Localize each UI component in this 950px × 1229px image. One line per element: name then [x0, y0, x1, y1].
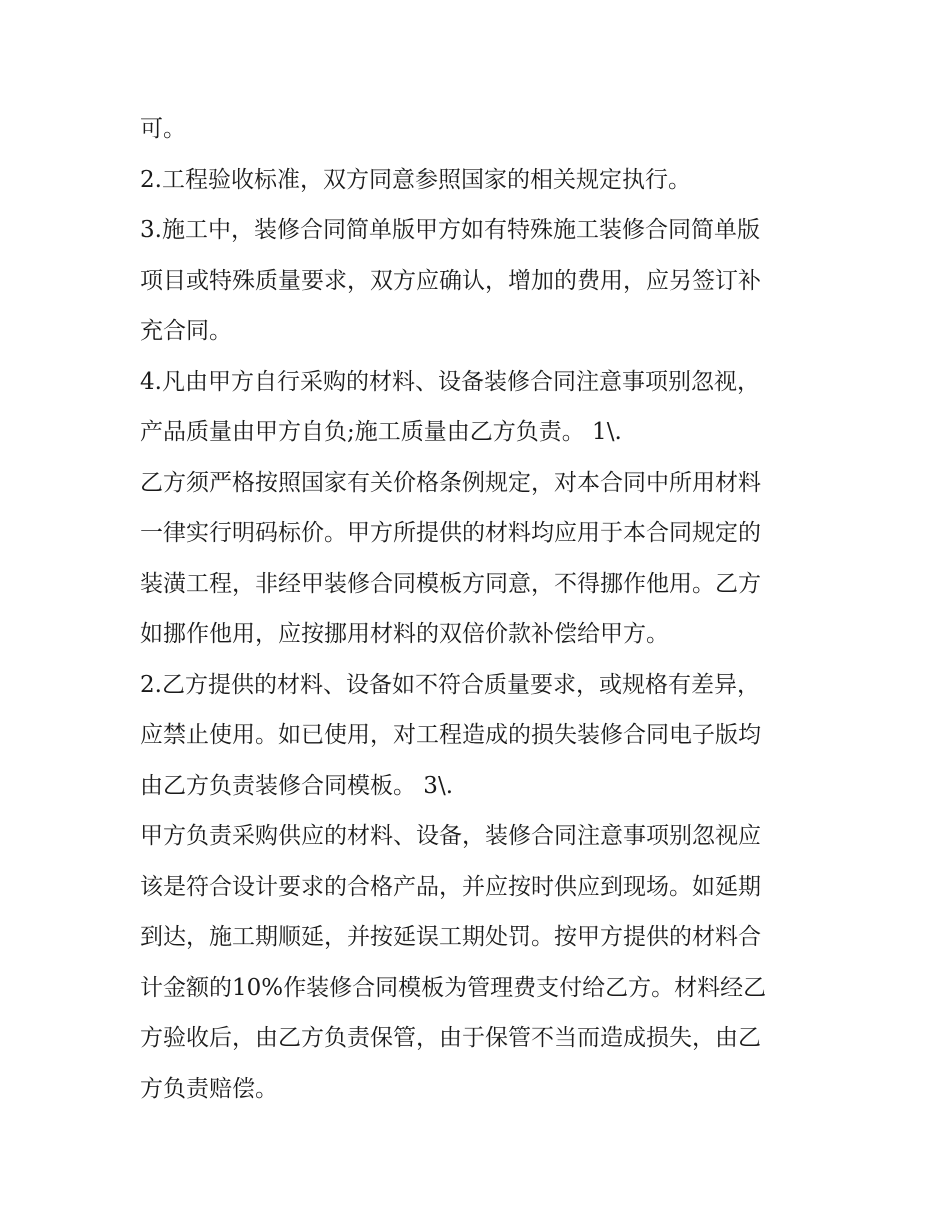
text-line: 装潢工程，非经甲装修合同模板方同意，不得挪作他用。乙方	[140, 570, 761, 597]
text-line: 由乙方负责装修合同模板。 3\.	[140, 772, 454, 799]
text-line: 充合同。	[140, 318, 232, 344]
text-line: 2.乙方提供的材料、设备如不符合质量要求，或规格有差异，	[140, 671, 760, 698]
text-line: 3.施工中，装修合同简单版甲方如有特殊施工装修合同简单版	[140, 217, 760, 243]
document-body	[140, 104, 820, 1114]
text-line: 可。	[140, 116, 186, 142]
text-line: 方负责赔偿。	[140, 1075, 278, 1102]
text-line: 计金额的10%作装修合同模板为管理费支付给乙方。材料经乙	[140, 974, 767, 1001]
text-line: 乙方须严格按照国家有关价格条例规定，对本合同中所用材料	[140, 469, 761, 496]
text-line: 该是符合设计要求的合格产品，并应按时供应到现场。如延期	[140, 873, 761, 900]
text-line: 2.工程验收标准，双方同意参照国家的相关规定执行。	[140, 166, 691, 193]
text-line: 一律实行明码标价。甲方所提供的材料均应用于本合同规定的	[140, 520, 761, 546]
text-line: 到达，施工期顺延，并按延误工期处罚。按甲方提供的材料合	[140, 924, 761, 950]
text-line: 应禁止使用。如已使用，对工程造成的损失装修合同电子版均	[140, 722, 761, 748]
text-line: 项目或特殊质量要求，双方应确认，增加的费用，应另签订补	[140, 267, 761, 294]
text-line: 甲方负责采购供应的材料、设备，装修合同注意事项别忽视应	[140, 823, 761, 849]
text-line: 产品质量由甲方自负;施工质量由乙方负责。 1\.	[140, 419, 622, 445]
text-line: 如挪作他用，应按挪用材料的双倍价款补偿给甲方。	[140, 621, 669, 647]
text-line: 方验收后，由乙方负责保管，由于保管不当而造成损失，由乙	[140, 1025, 761, 1051]
text-line: 4.凡由甲方自行采购的材料、设备装修合同注意事项别忽视，	[140, 368, 760, 395]
